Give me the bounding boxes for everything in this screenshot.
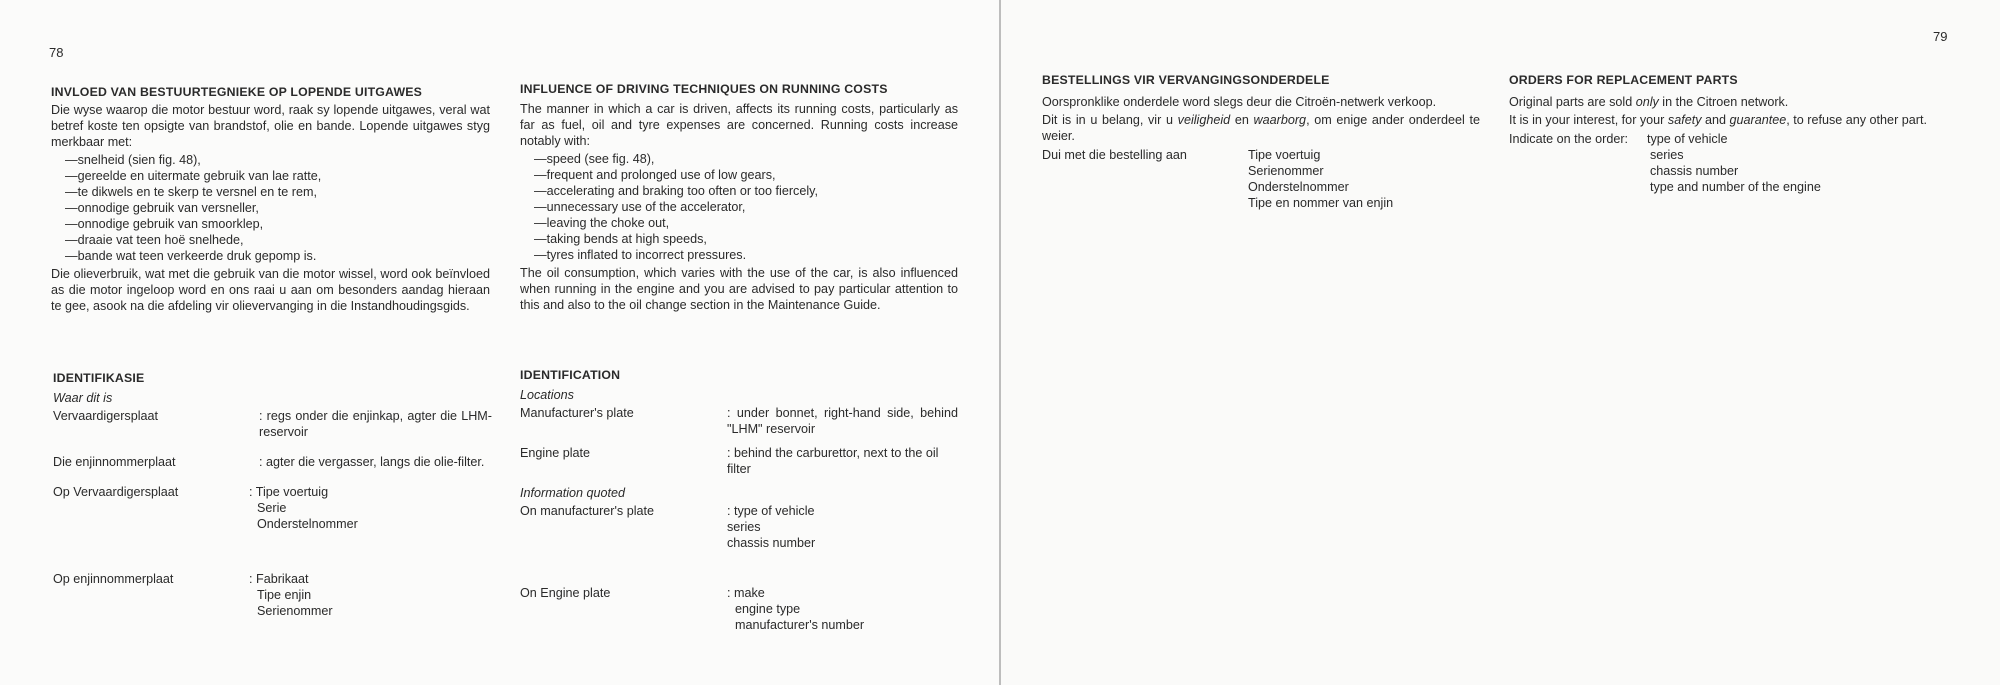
paragraph [1509, 94, 1989, 110]
section-heading: IDENTIFIKASIE [53, 371, 145, 385]
paragraph: The oil consumption, which varies with the use of the car, is also influenced when running in the engine and you are advised to pay particular attention to this and also to the oil change section in the Maintenance Guide. [520, 266, 958, 312]
order-item: Tipe voertuig [1248, 148, 1321, 162]
paragraph [1509, 112, 1989, 128]
order-items [1248, 147, 1480, 211]
emphasis: only [1635, 95, 1659, 109]
text: It is in your interest, for your [1509, 113, 1668, 127]
english-column [520, 81, 958, 315]
order-items [1647, 131, 1989, 195]
subheading: Waar dit is [53, 391, 113, 405]
order-item: Serienommer [1248, 164, 1324, 178]
paragraph: Oorspronklike onderdele word slegs deur die Citroën-netwerk verkoop. [1042, 95, 1437, 109]
afrikaans-column [51, 84, 490, 316]
list-item: — accelerating and braking too often or too fiercely, [534, 183, 958, 199]
plate-value: : make [727, 586, 765, 600]
list-item: — tyres inflated to incorrect pressures. [534, 247, 958, 263]
list-item: — bande wat teen verkeerde druk gepomp is. [65, 248, 490, 264]
plate-info-row [520, 585, 958, 633]
text: Original parts are sold [1509, 95, 1636, 109]
cost-factor-list [534, 151, 958, 263]
plate-value: engine type [735, 602, 801, 616]
plate-value: Serienommer [257, 604, 333, 618]
plate-value: : Tipe voertuig [249, 485, 329, 499]
order-item: chassis number [1650, 164, 1739, 178]
list-item: — onnodige gebruik van smoorklep, [65, 216, 490, 232]
plate-value: : Fabrikaat [249, 572, 309, 586]
page-number-left: 78 [49, 45, 64, 60]
text: , to refuse any other part. [1786, 113, 1927, 127]
order-item: Onderstelnommer [1248, 180, 1349, 194]
list-item: — leaving the choke out, [534, 215, 958, 231]
list-item: — draaie vat teen hoë snelhede, [65, 232, 490, 248]
plate-values [249, 571, 492, 619]
plate-info-row [53, 571, 492, 619]
location-value: : behind the carburettor, next to the oil filter [727, 446, 939, 476]
subheading: Locations [520, 388, 574, 402]
emphasis: veiligheid [1177, 113, 1231, 127]
plate-values [249, 484, 492, 532]
english-column [1509, 72, 1989, 195]
paragraph: Die wyse waarop die motor bestuur word, raak sy lopende uitgawes, veral wat betref koste ten opsigte van brandstof, olie en bande. Lopende uitgawes styg merkbaar met: [51, 103, 490, 149]
text: , om enige ander onderdeel te weier. [1042, 113, 1480, 143]
text: Dit is in u belang, vir u [1042, 113, 1178, 127]
order-label: Dui met die bestelling aan [1042, 148, 1187, 162]
section-heading: INFLUENCE OF DRIVING TECHNIQUES ON RUNNING COSTS [520, 82, 888, 96]
location-key: Vervaardigersplaat [53, 409, 159, 423]
location-key: Manufacturer's plate [520, 406, 634, 420]
text: en [1230, 113, 1254, 127]
cost-factor-list [65, 152, 490, 264]
section-heading: BESTELLINGS VIR VERVANGINGSONDERDELE [1042, 73, 1330, 87]
emphasis: safety [1667, 113, 1702, 127]
page-number-right: 79 [1933, 29, 1948, 44]
location-key: Engine plate [520, 446, 591, 460]
list-item: — taking bends at high speeds, [534, 231, 958, 247]
plate-info-row [53, 484, 492, 532]
afrikaans-column [1042, 72, 1480, 211]
list-item: — onnodige gebruik van versneller, [65, 200, 490, 216]
plate-value: manufacturer's number [735, 618, 865, 632]
plate-values [727, 585, 958, 633]
paragraph [1042, 112, 1480, 144]
plate-info-row [520, 503, 958, 551]
afrikaans-identification [53, 370, 492, 619]
right-page [1001, 0, 2000, 685]
location-row [53, 454, 492, 470]
list-item: — speed (see fig. 48), [534, 151, 958, 167]
plate-value: chassis number [727, 536, 816, 550]
plate-value: series [727, 520, 761, 534]
subheading: Information quoted [520, 486, 626, 500]
location-value: : regs onder die enjinkap, agter die LHM-reservoir [259, 409, 492, 439]
location-row [520, 405, 958, 437]
order-item: series [1650, 148, 1684, 162]
section-heading: INVLOED VAN BESTUURTEGNIEKE OP LOPENDE UITGAWES [51, 85, 423, 99]
text: and [1701, 113, 1730, 127]
emphasis: guarantee [1729, 113, 1787, 127]
plate-key: Op Vervaardigersplaat [53, 485, 179, 499]
plate-key: Op enjinnommerplaat [53, 572, 174, 586]
order-item: type of vehicle [1647, 132, 1728, 146]
section-heading: IDENTIFICATION [520, 368, 621, 382]
paragraph: Die olieverbruik, wat met die gebruik van die motor wissel, word ook beïnvloed as die motor ingeloop word en ons raai u aan om besonders aandag hieraan te gee, asook na die afdeling vir olievervanging in die Instandhoudingsgids. [51, 267, 490, 313]
location-row [53, 408, 492, 440]
english-identification [520, 367, 958, 633]
plate-key: On Engine plate [520, 586, 611, 600]
plate-value: Onderstelnommer [257, 517, 358, 531]
list-item: — snelheid (sien fig. 48), [65, 152, 490, 168]
plate-value: : type of vehicle [727, 504, 815, 518]
list-item: — te dikwels en te skerp te versnel en te rem, [65, 184, 490, 200]
order-label: Indicate on the order: [1509, 132, 1629, 146]
list-item: — frequent and prolonged use of low gears, [534, 167, 958, 183]
order-row [1509, 131, 1989, 195]
plate-values [727, 503, 958, 551]
paragraph: The manner in which a car is driven, affects its running costs, particularly as far as fuel, oil and tyre expenses are concerned. Running costs increase notably with: [520, 102, 958, 148]
order-item: Tipe en nommer van enjin [1248, 196, 1394, 210]
order-item: type and number of the engine [1650, 180, 1821, 194]
location-row [520, 445, 958, 477]
list-item: — unnecessary use of the accelerator, [534, 199, 958, 215]
section-heading: ORDERS FOR REPLACEMENT PARTS [1509, 73, 1738, 87]
plate-key: On manufacturer's plate [520, 504, 655, 518]
emphasis: waarborg [1253, 113, 1307, 127]
order-row [1042, 147, 1480, 211]
location-value: : under bonnet, right-hand side, behind "LHM" reservoir [727, 406, 958, 436]
location-value: : agter die vergasser, langs die olie-filter. [259, 455, 485, 469]
plate-value: Tipe enjin [257, 588, 312, 602]
location-key: Die enjinnommerplaat [53, 455, 176, 469]
text: in the Citroen network. [1658, 95, 1789, 109]
list-item: — gereelde en uitermate gebruik van lae ratte, [65, 168, 490, 184]
plate-value: Serie [257, 501, 287, 515]
